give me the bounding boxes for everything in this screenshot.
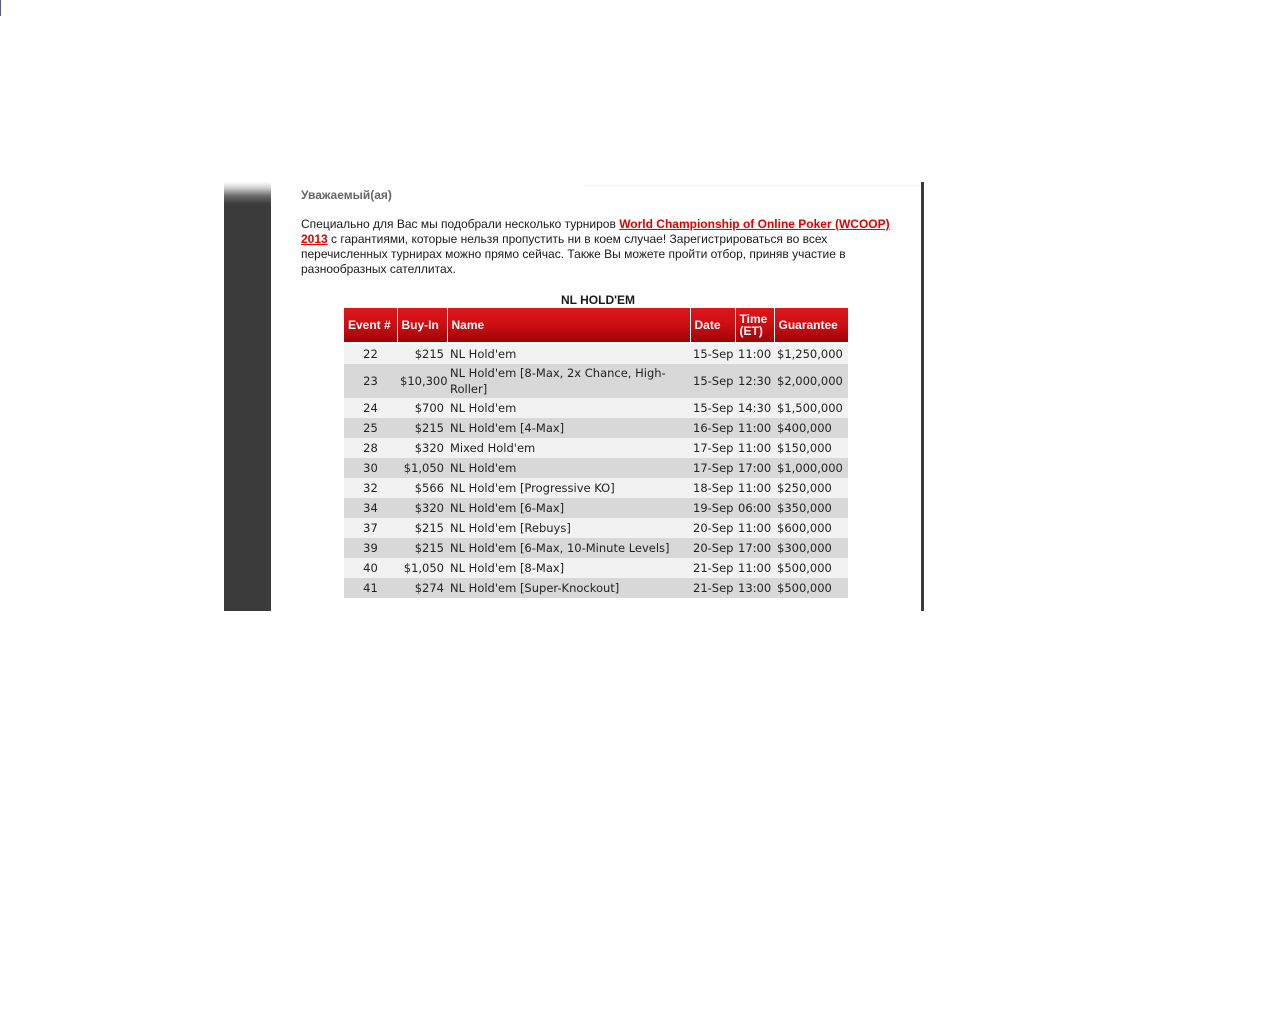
cell-guarantee: $150,000 xyxy=(774,438,848,458)
email-frame xyxy=(224,182,924,611)
cell-time: 13:00 xyxy=(735,578,774,598)
cell-name: NL Hold'em xyxy=(447,458,690,478)
cell-guarantee: $2,000,000 xyxy=(774,364,848,398)
cell-date: 19-Sep xyxy=(690,498,735,518)
table-row xyxy=(344,438,848,458)
table-row xyxy=(344,344,848,364)
cell-guarantee: $500,000 xyxy=(774,578,848,598)
table-row xyxy=(344,418,848,438)
cell-date: 15-Sep xyxy=(690,398,735,418)
header-time: Time (ET) xyxy=(735,308,774,342)
table-body xyxy=(344,342,848,598)
cell-guarantee: $350,000 xyxy=(774,498,848,518)
header-event: Event # xyxy=(344,308,397,342)
intro-text-after: с гарантиями, которые нельзя пропустить ни в коем случае! Зарегистрироваться во всех перечисленных турнирах можно прямо сейчас. Также Вы можете пройти отбор, приняв участие в разнообразных сателлитах. xyxy=(301,232,846,276)
table-row xyxy=(344,558,848,578)
table-row xyxy=(344,578,848,598)
cell-buyin: $274 xyxy=(397,578,447,598)
cell-event: 39 xyxy=(344,538,397,558)
cell-date: 20-Sep xyxy=(690,518,735,538)
left-sidebar-bar xyxy=(224,182,271,611)
cell-buyin: $215 xyxy=(397,344,447,364)
cell-event: 41 xyxy=(344,578,397,598)
cell-event: 23 xyxy=(344,364,397,398)
cell-buyin: $215 xyxy=(397,518,447,538)
cell-time: 11:00 xyxy=(735,518,774,538)
cell-buyin: $10,300 xyxy=(397,364,447,398)
right-border xyxy=(921,182,924,611)
cell-guarantee: $250,000 xyxy=(774,478,848,498)
intro-text-before: Специально для Вас мы подобрали несколько турниров xyxy=(301,217,620,231)
table-header-row xyxy=(344,308,848,342)
cell-date: 15-Sep xyxy=(690,344,735,364)
cell-date: 15-Sep xyxy=(690,364,735,398)
cell-date: 21-Sep xyxy=(690,578,735,598)
cell-guarantee: $1,250,000 xyxy=(774,344,848,364)
table-row xyxy=(344,498,848,518)
cell-name: NL Hold'em [6-Max] xyxy=(447,498,690,518)
cell-name: NL Hold'em [8-Max] xyxy=(447,558,690,578)
table-row xyxy=(344,364,848,398)
cell-event: 34 xyxy=(344,498,397,518)
header-guarantee: Guarantee xyxy=(774,308,848,342)
corner-mark xyxy=(0,0,1,16)
cell-date: 17-Sep xyxy=(690,438,735,458)
cell-time: 17:00 xyxy=(735,538,774,558)
cell-time: 12:30 xyxy=(735,364,774,398)
cell-date: 18-Sep xyxy=(690,478,735,498)
cell-name: NL Hold'em [4-Max] xyxy=(447,418,690,438)
cell-time: 11:00 xyxy=(735,344,774,364)
cell-guarantee: $1,000,000 xyxy=(774,458,848,478)
cell-date: 21-Sep xyxy=(690,558,735,578)
cell-time: 14:30 xyxy=(735,398,774,418)
cell-buyin: $1,050 xyxy=(397,558,447,578)
cell-event: 22 xyxy=(344,344,397,364)
cell-name: NL Hold'em [Super-Knockout] xyxy=(447,578,690,598)
header-buyin: Buy-In xyxy=(397,308,447,342)
table-row xyxy=(344,518,848,538)
header-name: Name xyxy=(447,308,690,342)
cell-guarantee: $1,500,000 xyxy=(774,398,848,418)
events-table xyxy=(344,308,848,598)
cell-guarantee: $400,000 xyxy=(774,418,848,438)
cell-name: NL Hold'em [8-Max, 2x Chance, High-Roller] xyxy=(447,364,690,398)
cell-name: NL Hold'em xyxy=(447,398,690,418)
intro-paragraph xyxy=(301,217,891,277)
cell-event: 28 xyxy=(344,438,397,458)
table-row xyxy=(344,398,848,418)
cell-time: 11:00 xyxy=(735,478,774,498)
table-row xyxy=(344,458,848,478)
cell-event: 37 xyxy=(344,518,397,538)
cell-name: NL Hold'em [6-Max, 10-Minute Levels] xyxy=(447,538,690,558)
cell-buyin: $215 xyxy=(397,418,447,438)
cell-time: 11:00 xyxy=(735,438,774,458)
cell-name: NL Hold'em [Progressive KO] xyxy=(447,478,690,498)
header-date: Date xyxy=(690,308,735,342)
cell-buyin: $320 xyxy=(397,498,447,518)
cell-buyin: $320 xyxy=(397,438,447,458)
cell-guarantee: $600,000 xyxy=(774,518,848,538)
cell-buyin: $566 xyxy=(397,478,447,498)
cell-time: 11:00 xyxy=(735,558,774,578)
table-row xyxy=(344,478,848,498)
cell-event: 30 xyxy=(344,458,397,478)
cell-date: 17-Sep xyxy=(690,458,735,478)
cell-guarantee: $300,000 xyxy=(774,538,848,558)
cell-time: 06:00 xyxy=(735,498,774,518)
cell-event: 25 xyxy=(344,418,397,438)
cell-date: 16-Sep xyxy=(690,418,735,438)
cell-date: 20-Sep xyxy=(690,538,735,558)
wcoop-link[interactable]: World Championship of Online Poker (WCOOP) 2013 xyxy=(301,217,890,246)
top-divider xyxy=(584,185,921,186)
cell-name: Mixed Hold'em xyxy=(447,438,690,458)
greeting: Уважаемый(ая) xyxy=(301,188,392,202)
cell-event: 32 xyxy=(344,478,397,498)
cell-name: NL Hold'em [Rebuys] xyxy=(447,518,690,538)
cell-guarantee: $500,000 xyxy=(774,558,848,578)
table-row xyxy=(344,538,848,558)
cell-event: 40 xyxy=(344,558,397,578)
section-title: NL HOLD'EM xyxy=(561,293,635,307)
cell-time: 11:00 xyxy=(735,418,774,438)
cell-event: 24 xyxy=(344,398,397,418)
cell-name: NL Hold'em xyxy=(447,344,690,364)
cell-buyin: $215 xyxy=(397,538,447,558)
cell-buyin: $700 xyxy=(397,398,447,418)
cell-time: 17:00 xyxy=(735,458,774,478)
cell-buyin: $1,050 xyxy=(397,458,447,478)
